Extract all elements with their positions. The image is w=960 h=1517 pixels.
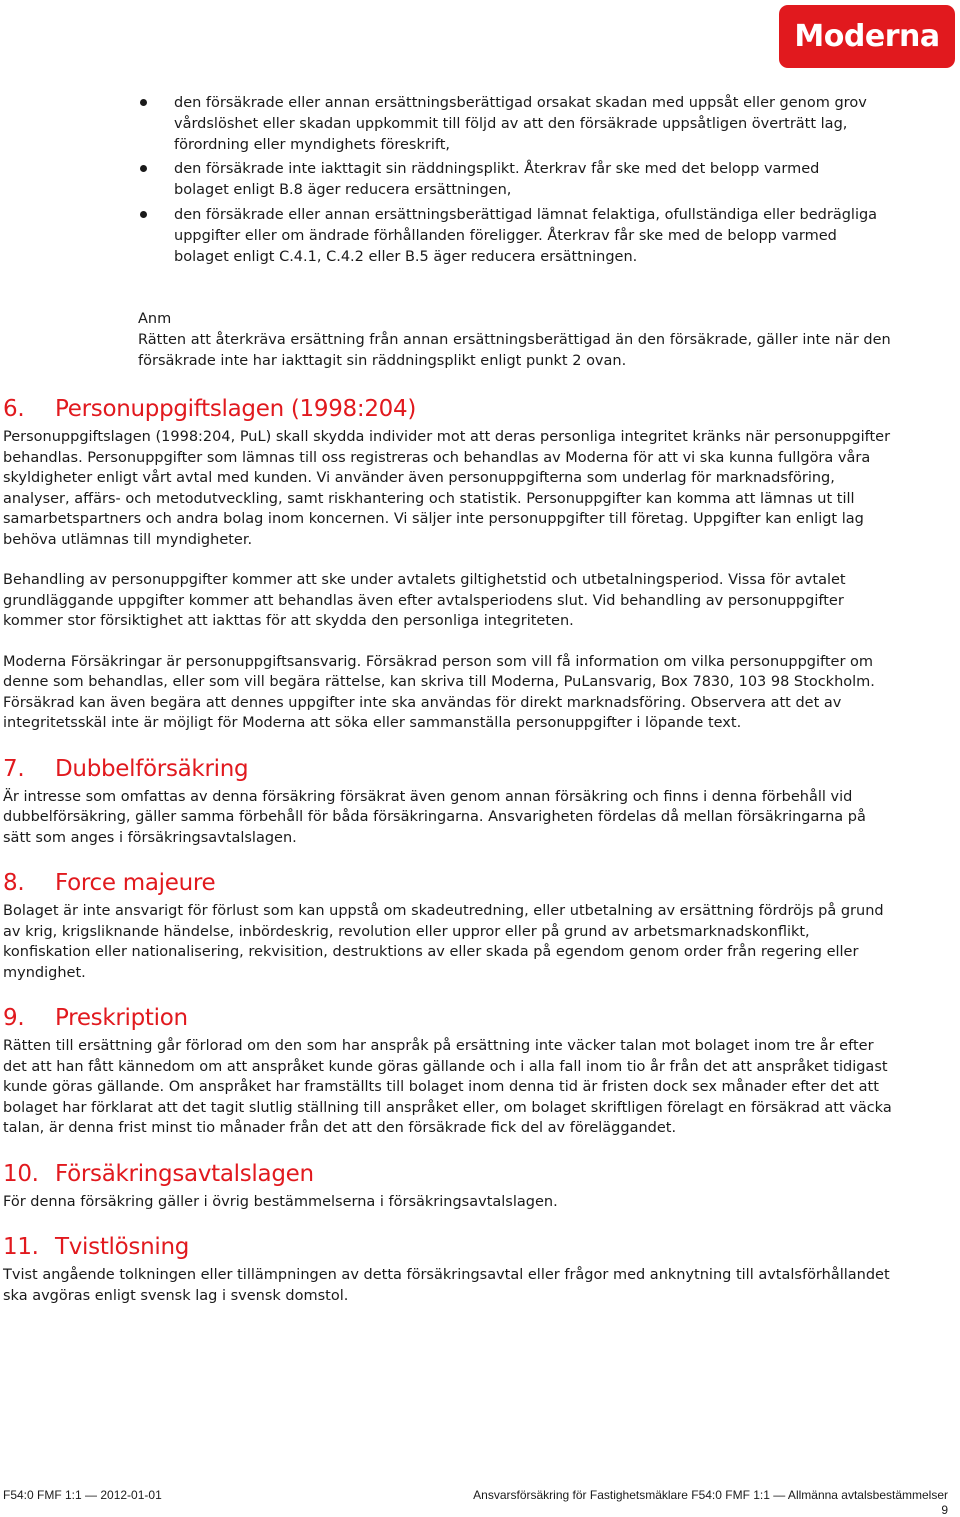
note-text: Rätten att återkräva ersättning från annan ersättningsberättigad än den försäkrade, gäller inte när den försäkrade inte har iakttagit sin räddningsplikt enligt punkt 2 ovan. bbox=[138, 332, 891, 369]
section-number: 6. bbox=[3, 396, 25, 422]
list-item: den försäkrade inte iakttagit sin räddningsplikt. Återkrav får ske med det belopp varmed bolaget enligt B.8 äger reducera ersättningen, bbox=[138, 159, 878, 201]
list-item: den försäkrade eller annan ersättningsberättigad lämnat felaktiga, ofullständiga eller bedrägliga uppgifter eller om ändrade förhållanden föreligger. Återkrav får ske med de belopp varmed bolaget enligt C.4.1, C.4.2 eller B.5 äger reducera ersättningen. bbox=[138, 205, 878, 267]
section-title: Personuppgiftslagen (1998:204) bbox=[55, 396, 416, 422]
section-11 bbox=[3, 1232, 893, 1306]
section-9 bbox=[3, 1003, 893, 1139]
note-block bbox=[138, 308, 898, 371]
paragraph: För denna försäkring gäller i övrig bestämmelserna i försäkringsavtalslagen. bbox=[3, 1193, 558, 1210]
paragraph: Rätten till ersättning går förlorad om den som har anspråk på ersättning inte väcker talan mot bolaget inom tre år efter det att han fått kännedom om att anspråket kunde göras gällande och i alla fall inom tio år från det att anspråket tidigast kunde göras gällande. Om anspråket har framställts till bolaget inom denna tid är fristen dock sex månader efter det att bolaget har förklarat att det tagit slutlig ställning till anspråket eller, om bolaget skriftligen förelagt en försäkrad att väcka talan, är denna frist minst tio månader från det att den försäkrade fick del av föreläggandet. bbox=[3, 1038, 892, 1136]
section-heading bbox=[3, 868, 893, 899]
section-heading bbox=[3, 394, 893, 425]
section-10 bbox=[3, 1159, 893, 1213]
section-6 bbox=[3, 394, 893, 734]
note-title: Anm bbox=[138, 311, 172, 327]
section-title: Preskription bbox=[55, 1005, 188, 1031]
section-heading bbox=[3, 1159, 893, 1190]
page-number: 9 bbox=[941, 1503, 948, 1517]
paragraph: Personuppgiftslagen (1998:204, PuL) skall skydda individer mot att deras personliga integritet kränks när personuppgifter behandlas. Personuppgifter som lämnas till oss registreras och behandlas av Moderna för att vi ska kunna fullgöra våra skyldigheter enligt vårt avtal med kunden. Vi använder även personuppgifterna som underlag för marknadsföring, analyser, affärs- och metodutveckling, samt riskhantering och statistik. Personuppgifter kan komma att lämnas ut till samarbetspartners och andra bolag inom koncernen. Vi säljer inte personuppgifter till företag. Uppgifter kan enligt lag behöva utlämnas till myndigheter. bbox=[3, 429, 891, 548]
section-7 bbox=[3, 754, 893, 849]
section-number: 11. bbox=[3, 1234, 39, 1260]
paragraph: Är intresse som omfattas av denna försäkring försäkrat även genom annan försäkring och finns i denna förbehåll vid dubbelförsäkring, gäller samma förbehåll för båda försäkringarna. Ansvarigheten fördelas då mellan försäkringarna på sätt som anges i försäkringsavtalslagen. bbox=[3, 788, 866, 846]
section-title: Tvistlösning bbox=[55, 1234, 190, 1260]
section-title: Force majeure bbox=[55, 870, 216, 896]
section-number: 9. bbox=[3, 1005, 25, 1031]
document-body bbox=[3, 394, 893, 1326]
paragraph: Moderna Försäkringar är personuppgiftsansvarig. Försäkrad person som vill få information om vilka personuppgifter om denne som behandlas, eller som vill begära rättelse, kan skriva till Moderna, PuLansvarig, Box 7830, 103 98 Stockholm. Försäkrad kan även begära att dennes uppgifter inte ska användas för direkt marknadsföring. Observera att det av integritetsskäl inte är möjligt för Moderna att söka eller sammanställa personuppgifter i löpande text. bbox=[3, 653, 875, 731]
section-heading bbox=[3, 754, 893, 785]
section-heading bbox=[3, 1003, 893, 1034]
paragraph: Bolaget är inte ansvarigt för förlust som kan uppstå om skadeutredning, eller utbetalning av ersättning fördröjs på grund av krig, krigsliknande händelse, inbördeskrig, revolution eller uppror eller på grund av arbetsmarknadskonflikt, konfiskation eller nationalisering, rekvisition, destruktions av eller skada på egendom genom order från regering eller myndighet. bbox=[3, 903, 884, 981]
logo-text: Moderna bbox=[794, 19, 940, 54]
section-number: 7. bbox=[3, 755, 25, 782]
section-8 bbox=[3, 868, 893, 983]
list-item: den försäkrade eller annan ersättningsberättigad orsakat skadan med uppsåt eller genom grov vårdslöshet eller skadan uppkommit till följd av att den försäkrade uppsåtligen överträtt lag, förordning eller myndighets föreskrift, bbox=[138, 93, 878, 155]
paragraph: Behandling av personuppgifter kommer att ske under avtalets giltighetstid och utbetalningsperiod. Vissa för avtalet grundläggande uppgifter kommer att behandlas även efter avtalsperiodens slut. Vid behandling av personuppgifter kommer stor försiktighet att iakttas för att skydda den personliga integriteten. bbox=[3, 572, 846, 629]
section-number: 10. bbox=[3, 1160, 39, 1187]
moderna-logo bbox=[779, 5, 955, 68]
paragraph: Tvist angående tolkningen eller tillämpningen av detta försäkringsavtal eller frågor med anknytning till avtalsförhållandet ska avgöras enligt svensk lag i svensk domstol. bbox=[3, 1267, 890, 1304]
section-heading bbox=[3, 1232, 893, 1263]
bullet-list bbox=[138, 93, 878, 271]
footer-document-title: Ansvarsförsäkring för Fastighetsmäklare F54:0 FMF 1:1 — Allmänna avtalsbestämmelser bbox=[473, 1488, 948, 1502]
section-number: 8. bbox=[3, 870, 25, 896]
section-title: Dubbelförsäkring bbox=[55, 755, 249, 782]
footer-document-id: F54:0 FMF 1:1 — 2012-01-01 bbox=[3, 1488, 162, 1502]
section-title: Försäkringsavtalslagen bbox=[55, 1160, 314, 1187]
